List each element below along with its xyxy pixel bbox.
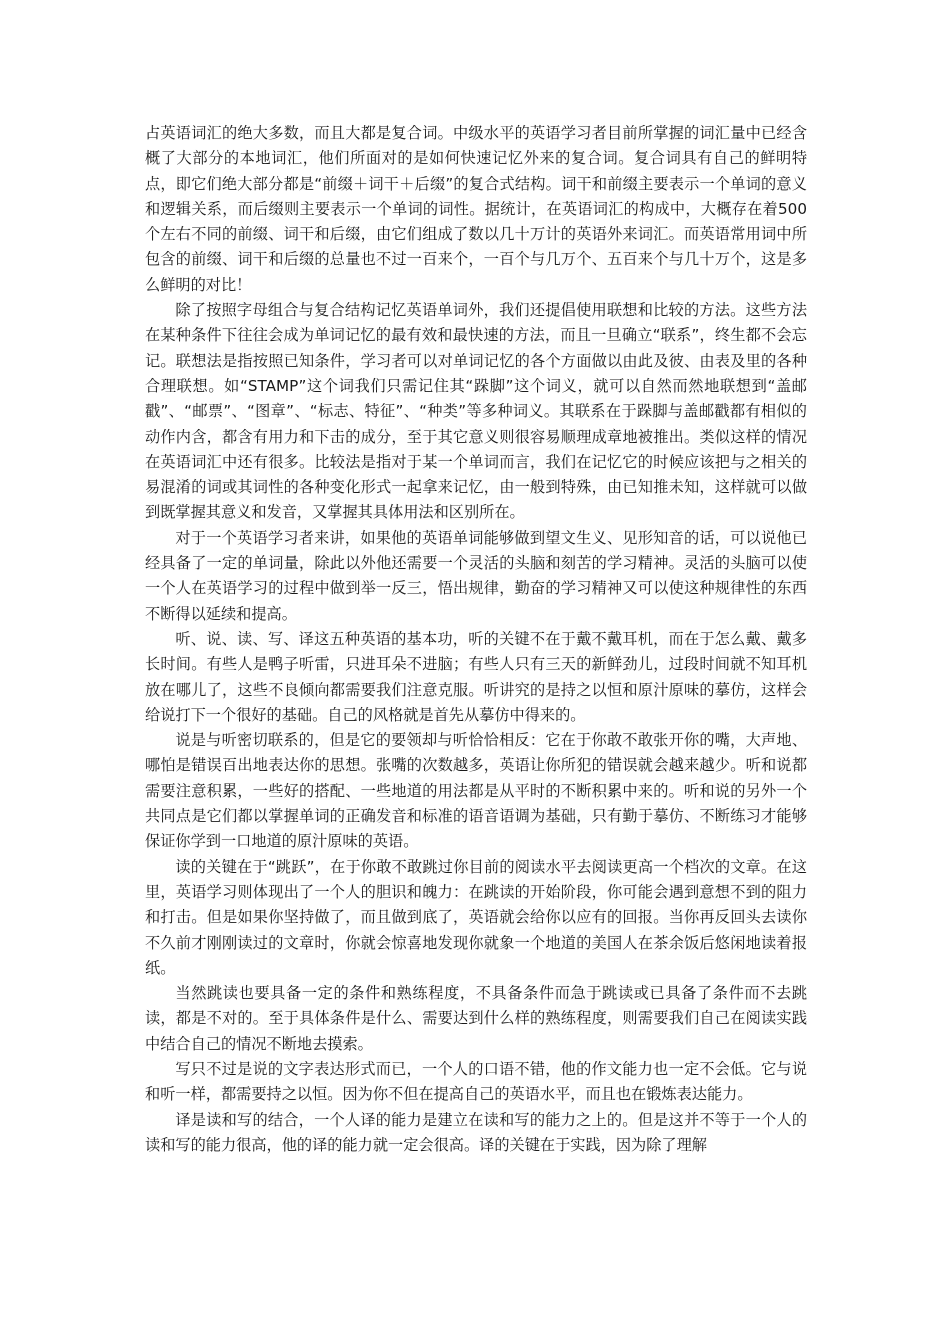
paragraph-7: 当然跳读也要具备一定的条件和熟练程度，不具备条件而急于跳读或已具备了条件而不去跳读，都是不对的。至于具体条件是什么、需要达到什么样的熟练程度，则需要我们自己在阅读实践中结合自己的情况不断地去摸索。	[145, 984, 807, 1053]
paragraph-2: 除了按照字母组合与复合结构记忆英语单词外，我们还提倡使用联想和比较的方法。这些方法在某种条件下往往会成为单词记忆的最有效和最快速的方法，而且一旦确立“联系”，终生都不会忘记。联想法是指按照已知条件，学习者可以对单词记忆的各个方面做以由此及彼、由表及里的各种合理联想。如“STAMP”这个词我们只需记住其“跺脚”这个词义，就可以自然而然地联想到“盖邮戳”、“邮票”、“图章”、“标志、特征”、“种类”等多种词义。其联系在于跺脚与盖邮戳都有相似的动作内含，都含有用力和下击的成分，至于其它意义则很容易顺理成章地被推出。类似这样的情况在英语词汇中还有很多。比较法是指对于某一个单词而言，我们在记忆它的时候应该把与之相关的易混淆的词或其词性的各种变化形式一起拿来记忆，由一般到特殊，由已知推未知，这样就可以做到既掌握其意义和发音，又掌握其具体用法和区别所在。	[145, 301, 807, 522]
document-body	[145, 121, 807, 1158]
paragraph-4: 听、说、读、写、译这五种英语的基本功，听的关键不在于戴不戴耳机，而在于怎么戴、戴多长时间。有些人是鸭子听雷，只进耳朵不进脑；有些人只有三天的新鲜劲儿，过段时间就不知耳机放在哪儿了，这些不良倾向都需要我们注意克服。听讲究的是持之以恒和原汁原味的摹仿，这样会给说打下一个很好的基础。自己的风格就是首先从摹仿中得来的。	[145, 629, 807, 724]
paragraph-1: 占英语词汇的绝大多数，而且大都是复合词。中级水平的英语学习者目前所掌握的词汇量中已经含概了大部分的本地词汇，他们所面对的是如何快速记忆外来的复合词。复合词具有自己的鲜明特点，即它们绝大部分都是“前缀＋词干＋后缀”的复合式结构。词干和前缀主要表示一个单词的意义和逻辑关系，而后缀则主要表示一个单词的词性。据统计，在英语词汇的构成中，大概存在着500个左右不同的前缀、词干和后缀，由它们组成了数以几十万计的英语外来词汇。而英语常用词中所包含的前缀、词干和后缀的总量也不过一百来个，一百个与几万个、五百来个与几十万个，这是多么鲜明的对比！	[145, 124, 807, 294]
paragraph-8: 写只不过是说的文字表达形式而已，一个人的口语不错，他的作文能力也一定不会低。它与说和听一样，都需要持之以恒。因为你不但在提高自己的英语水平，而且也在锻炼表达能力。	[145, 1059, 807, 1104]
paragraph-3: 对于一个英语学习者来讲，如果他的英语单词能够做到望文生义、见形知音的话，可以说他已经具备了一定的单词量，除此以外他还需要一个灵活的头脑和刻苦的学习精神。灵活的头脑可以使一个人在英语学习的过程中做到举一反三，悟出规律，勤奋的学习精神又可以使这种规律性的东西不断得以延续和提高。	[145, 528, 807, 623]
paragraph-5: 说是与听密切联系的，但是它的要领却与听恰恰相反：它在于你敢不敢张开你的嘴，大声地、哪怕是错误百出地表达你的思想。张嘴的次数越多，英语让你所犯的错误就会越来越少。听和说都需要注意积累，一些好的搭配、一些地道的用法都是从平时的不断积累中来的。听和说的另外一个共同点是它们都以掌握单词的正确发音和标准的语音语调为基础，只有勤于摹仿、不断练习才能够保证你学到一口地道的原汁原味的英语。	[145, 731, 807, 851]
paragraph-9: 译是读和写的结合，一个人译的能力是建立在读和写的能力之上的。但是这并不等于一个人的读和写的能力很高，他的译的能力就一定会很高。译的关键在于实践，因为除了理解	[145, 1110, 807, 1154]
paragraph-6: 读的关键在于“跳跃”，在于你敢不敢跳过你目前的阅读水平去阅读更高一个档次的文章。在这里，英语学习则体现出了一个人的胆识和魄力：在跳读的开始阶段，你可能会遇到意想不到的阻力和打击。但是如果你坚持做了，而且做到底了，英语就会给你以应有的回报。当你再反回头去读你不久前才刚刚读过的文章时，你就会惊喜地发现你就象一个地道的美国人在茶余饭后悠闲地读着报纸。	[145, 857, 807, 977]
